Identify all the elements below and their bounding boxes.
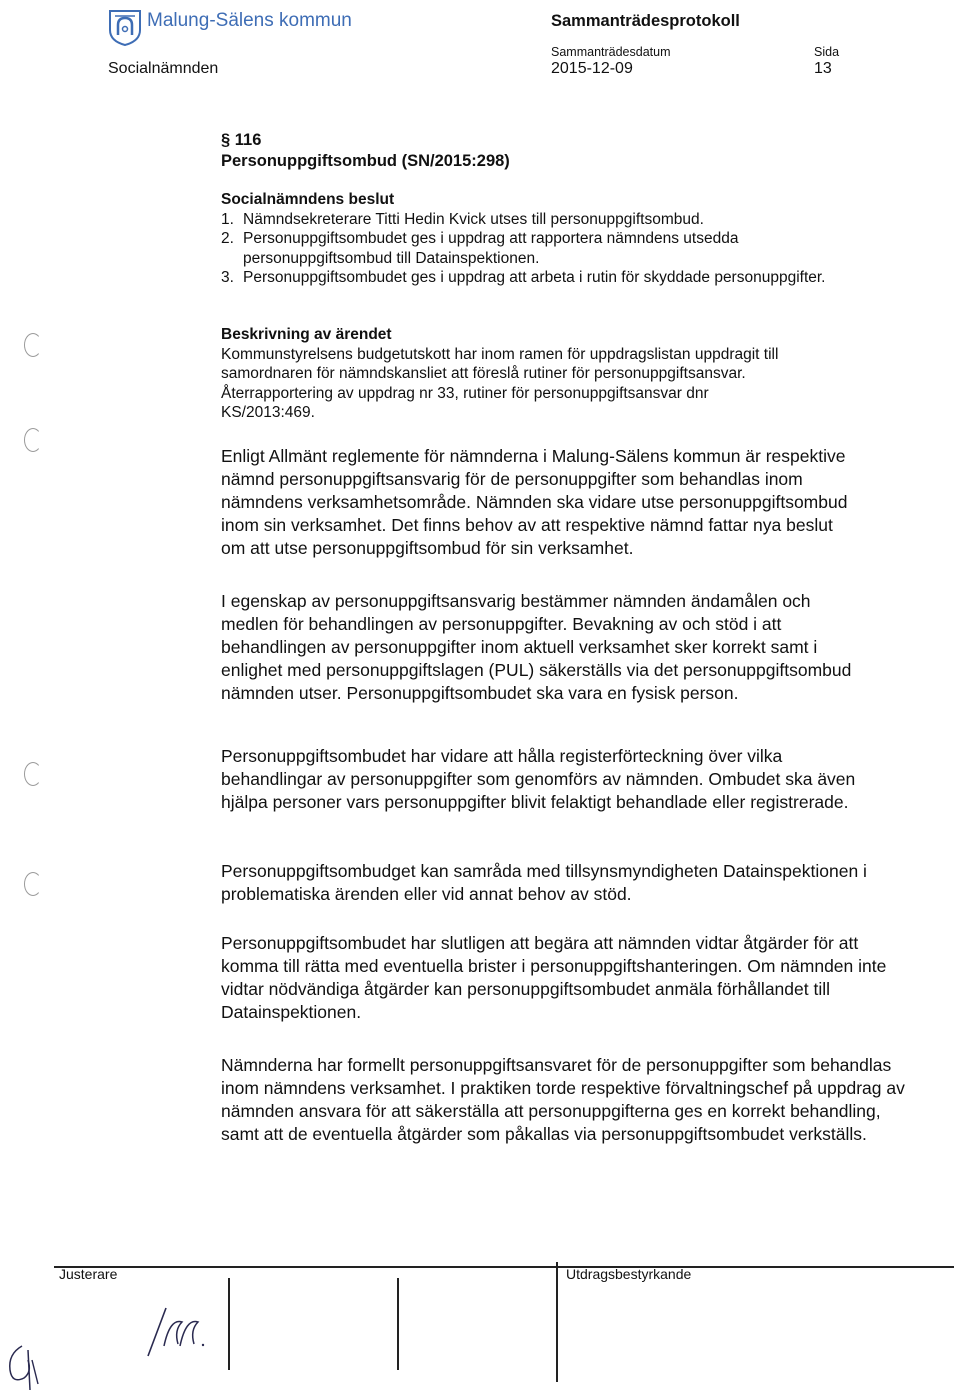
decision-item: 3. Personuppgiftsombudet ges i uppdrag att arbeta i rutin för skyddade personuppgifter. <box>221 269 826 286</box>
organization-name: Malung-Sälens kommun <box>147 10 352 31</box>
paragraph: I egenskap av personuppgiftsansvarig bestämmer nämnden ändamålen och medlen för behandlingen av personuppgifter. Bevakning av och stöd i att behandlingen av personuppgifter inom aktuell verksamhet sker korrekt samt i enlighet med personuppgiftslagen (PUL) säkerställs via det personuppgiftsombud nämnden utser. Personuppgiftsombudet ska vara en fysisk person. <box>221 591 852 703</box>
handwritten-mark <box>2 1340 42 1399</box>
section-title: Personuppgiftsombud (SN/2015:298) <box>221 152 510 170</box>
description-intro: Kommunstyrelsens budgetutskott har inom ramen för uppdragslistan uppdragit till samordnaren för nämndskansliet att föreslå rutiner för personuppgiftsansvar. Återrapportering av uppdrag nr 33, rutiner för personuppgiftsansvar dnr KS/2013:469. <box>221 345 779 421</box>
footer-rule <box>54 1266 954 1268</box>
binder-hole-mark <box>24 872 42 896</box>
handwritten-initials <box>140 1300 210 1365</box>
signature-divider <box>228 1278 230 1370</box>
date-label: Sammanträdesdatum <box>551 45 671 59</box>
coat-of-arms-icon <box>107 8 143 46</box>
paragraph: Personuppgiftsombudet har vidare att hålla registerförteckning över vilka behandlingar av personuppgifter som genomförs av nämnden. Ombudet ska även hjälpa personer vars personuppgifter blivit felaktigt behandlade eller registrerade. <box>221 746 856 812</box>
committee-name: Socialnämnden <box>108 60 219 77</box>
paragraph: Personuppgiftsombudet har slutligen att begära att nämnden vidtar åtgärder för att komma till rätta med eventuella brister i personuppgiftshanteringen. Om nämnden inte vidtar nödvändiga åtgärder kan personuppgiftsombudet anmäla förhållandet till Datainspektionen. <box>221 933 887 1022</box>
binder-hole-mark <box>24 428 42 452</box>
binder-hole-mark <box>24 762 42 786</box>
meeting-date: 2015-12-09 <box>551 60 633 77</box>
description-heading: Beskrivning av ärendet <box>221 326 392 343</box>
document-type: Sammanträdesprotokoll <box>551 12 740 30</box>
adjuster-label: Justerare <box>59 1266 118 1282</box>
binder-hole-mark <box>24 333 42 357</box>
extract-label: Utdragsbestyrkande <box>566 1266 692 1282</box>
paragraph: Nämnderna har formellt personuppgiftsansvaret för de personuppgifter som behandlas inom nämndens verksamhet. I praktiken torde respektive förvaltningschef på uppdrag av nämnden ansvara för att säkerställa att personuppgifterna ges en korrekt behandling, samt att de eventuella åtgärder som påkallas via personuppgiftsombudet verkställs. <box>221 1055 905 1144</box>
signature-divider <box>397 1278 399 1370</box>
decision-block <box>221 190 921 288</box>
page-label: Sida <box>814 45 840 59</box>
paragraph: Enligt Allmänt reglemente för nämnderna i Malung-Sälens kommun är respektive nämnd personuppgiftsansvarig för de personuppgifter som behandlas inom nämndens verksamhetsområde. Nämnden ska vidare utse personuppgiftsombud inom sin verksamhet. Det finns behov av att respektive nämnd fattar nya beslut om att utse personuppgiftsombud för sin verksamhet. <box>221 446 848 558</box>
decision-item: 2. Personuppgiftsombudet ges i uppdrag att rapportera nämndens utsedda personuppgiftsombud till Datainspektionen. <box>221 230 739 267</box>
decision-list <box>221 210 921 288</box>
page-number: 13 <box>814 60 832 77</box>
signature-divider <box>556 1262 558 1382</box>
description-block <box>221 325 781 423</box>
decision-item: 1. Nämndsekreterare Titti Hedin Kvick utses till personuppgiftsombud. <box>221 210 704 228</box>
decision-heading: Socialnämndens beslut <box>221 191 395 208</box>
paragraph: Personuppgiftsombudget kan samråda med tillsynsmyndigheten Datainspektionen i problematiska ärenden eller vid annat behov av stöd. <box>221 861 867 904</box>
section-number: § 116 <box>221 131 262 149</box>
